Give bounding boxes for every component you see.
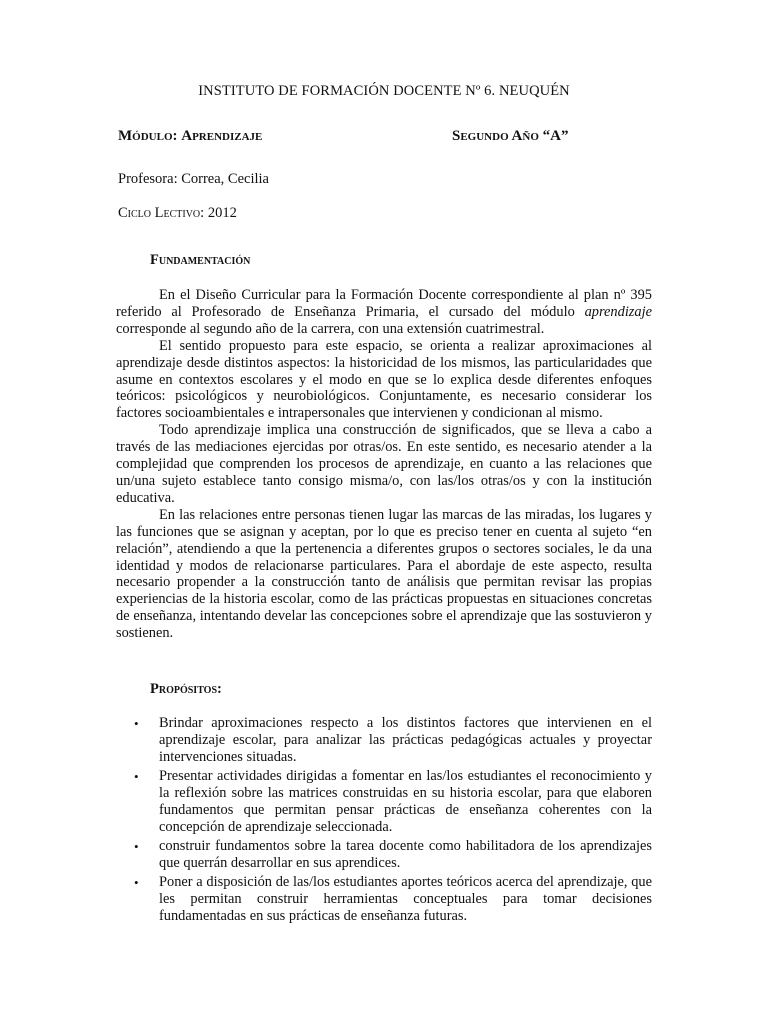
- fundamentacion-heading: Fundamentación: [150, 252, 251, 268]
- bullet-icon: •: [134, 839, 139, 855]
- bullet-icon: •: [134, 716, 139, 731]
- list-item-text: Poner a disposición de las/los estudiantes aportes teóricos acerca del aprendizaje, que les permitan construir herramientas conceptuales para tomar decisiones fundamentadas en sus prácticas de enseñanza futuras.: [159, 874, 652, 925]
- module-row: [118, 128, 648, 145]
- fundamentacion-body: [116, 287, 652, 642]
- bullet-icon: •: [134, 875, 139, 891]
- list-item: [116, 874, 652, 925]
- propositos-heading: Propósitos:: [150, 681, 222, 697]
- bullet-icon: •: [134, 769, 139, 785]
- paragraph-1-text-a: En el Diseño Curricular para la Formación Docente correspondiente al plan nº 395 referido al Profesorado de Enseñanza Primaria, el cursado del módulo: [116, 287, 652, 320]
- paragraph-3: Todo aprendizaje implica una construcción de significados, que se lleva a cabo a través de las mediaciones ejercidas por otras/os. En este sentido, es necesario atender a la complejidad que comprenden los procesos de aprendizaje, en cuanto a las relaciones que un/una sujeto establece tanto consigo misma/o, con las/los otras/os y con la institución educativa.: [116, 422, 652, 506]
- propositos-list: [116, 715, 652, 927]
- list-item: [116, 838, 652, 872]
- paragraph-2: El sentido propuesto para este espacio, se orienta a realizar aproximaciones al aprendizaje desde distintos aspectos: la historicidad de los mismos, las particularidades que asume en contextos escolares y el modo en que se lo explica desde diferentes enfoques teóricos: psicológicos y neurobiológicos. Conjuntamente, es necesario considerar los factores socioambientales e intrapersonales que intervienen y condicionan al mismo.: [116, 337, 652, 422]
- list-item-text: Brindar aproximaciones respecto a los distintos factores que intervienen en el aprendizaje escolar, para analizar las prácticas pedagógicas actuales y proyectar intervenciones situadas.: [159, 715, 652, 766]
- cycle-label: Ciclo Lectivo:: [118, 205, 205, 221]
- cycle-line: [118, 205, 237, 222]
- list-item: [116, 768, 652, 836]
- professor-line: Profesora: Correa, Cecilia: [118, 171, 269, 187]
- list-item: [116, 715, 652, 766]
- paragraph-1-text-b: corresponde al segundo año de la carrera, con una extensión cuatrimestral.: [116, 320, 545, 337]
- list-item-text: construir fundamentos sobre la tarea docente como habilitadora de los aprendizajes que querrán desarrollar en sus aprendices.: [159, 838, 652, 872]
- module-label: Módulo:: [118, 128, 178, 144]
- paragraph-1: [116, 287, 652, 338]
- year-label: Segundo Año “A”: [452, 128, 569, 144]
- module-value: Aprendizaje: [181, 128, 263, 144]
- institute-title: INSTITUTO DE FORMACIÓN DOCENTE Nº 6. NEUQUÉN: [198, 83, 570, 99]
- paragraph-4: En las relaciones entre personas tienen lugar las marcas de las miradas, los lugares y las funciones que se asignan y aceptan, por lo que es preciso tener en cuenta al sujeto “en relación”, atendiendo a que la pertenencia a diferentes grupos o sectores sociales, le da una identidad y modos de relacionarse particulares. Para el abordaje de este aspecto, resulta necesario propender a la construcción tanto de análisis que permitan revisar las propias experiencias de la historia escolar, como de las prácticas propuestas en situaciones concretas de enseñanza, intentando develar las concepciones sobre el aprendizaje que las sostuvieron y sostienen.: [116, 506, 652, 642]
- paragraph-1-italic: aprendizaje: [584, 303, 652, 320]
- cycle-value: 2012: [207, 205, 237, 221]
- list-item-text: Presentar actividades dirigidas a fomentar en las/los estudiantes el reconocimiento y la reflexión sobre las matrices construidas en su historia escolar, para que elaboren fundamentos que permitan pensar prácticas de enseñanza coherentes con la concepción de aprendizaje seleccionada.: [159, 768, 652, 836]
